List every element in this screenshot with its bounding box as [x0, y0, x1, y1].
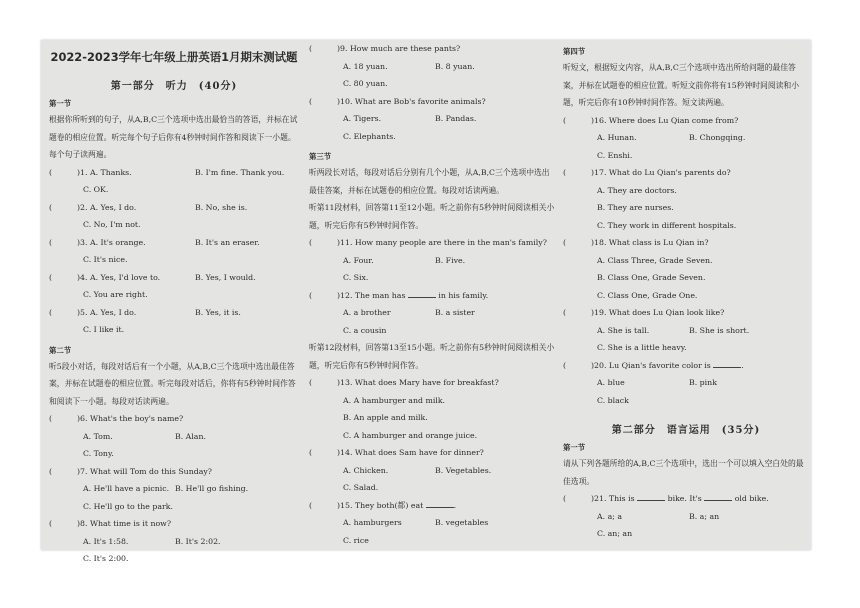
question-21-option-c: C. an; an: [597, 529, 633, 538]
question-19: [563, 304, 809, 322]
option-b: B. 8 yuan.: [435, 61, 475, 71]
question-18-option-c: C. Class One, Grade One.: [597, 290, 698, 300]
section1-instructions: 根据你所听到的句子，从A,B,C三个选项中选出最恰当的答语，并标在试题卷的相应位置。听完每个句子后你有4秒钟时间作答和阅读下一小题。每个句子读两遍。: [49, 115, 298, 159]
question-stem: )8. What time is it now?: [77, 519, 172, 528]
section2-questions-cont: [309, 40, 555, 145]
part1-heading: 第一部分 听力 (40分): [110, 81, 238, 92]
answer-paren: (: [49, 307, 53, 317]
question-2: [49, 199, 299, 217]
section3-instructions: 听两段长对话，每段对话后分别有几个小题，从A,B,C三个选项中选出最佳答案，并标在试题卷的相应位置。每段对话读两遍。: [309, 168, 550, 195]
question-14-option-c: C. Salad.: [343, 483, 379, 492]
question-5-option-c: C. I like it.: [83, 325, 125, 334]
question-20-option-c: C. black: [597, 395, 629, 405]
section4-questions: [563, 112, 809, 357]
answer-paren: (: [49, 167, 53, 177]
question-11: ( )11. How many people are there in the man's family?: [309, 238, 547, 247]
part2-heading: 第二部分 语言运用 (35分): [611, 425, 761, 436]
section1-questions: [49, 164, 299, 339]
question-6-option-c: C. Tony.: [83, 449, 114, 458]
question-10-options-ab: [309, 110, 555, 128]
question-1-option-c: C. OK.: [83, 185, 109, 194]
option-b: B. No, she is.: [195, 202, 248, 212]
question-18-option-a: A. Class Three, Grade Seven.: [597, 255, 713, 265]
question-4-option-c: C. You are right.: [83, 290, 148, 299]
question-6-options-ab: [49, 428, 299, 446]
option-a: A. He'll have a picnic.: [83, 484, 170, 493]
question-15: ( )15. They both(都) eat .: [309, 500, 457, 510]
answer-blank: [713, 359, 741, 368]
question-7: [49, 463, 299, 481]
question-7-options-ab: [49, 480, 299, 498]
column-3: [563, 40, 809, 550]
option-a: A. Tigers.: [343, 114, 382, 123]
question-9: [309, 40, 555, 58]
option-b: B. Chongqing.: [689, 133, 746, 142]
question-3-option-c: C. It's nice.: [83, 255, 128, 264]
answer-paren: (: [49, 272, 53, 282]
option-a: A. It's 1:58.: [83, 536, 129, 546]
answer-paren: (: [563, 238, 567, 247]
section3-passage2-instructions: 听第12段材料，回答第13至15小题。听之前你有5秒钟时间阅读相关小题，听完后你有5秒钟时间作答。: [309, 343, 555, 370]
option-b: B. He'll go fishing.: [175, 484, 249, 493]
column-1: [49, 40, 299, 563]
question-4: [49, 269, 299, 287]
option-a: A. 18 yuan.: [343, 61, 388, 71]
answer-paren: (: [309, 96, 313, 106]
question-21: ( )21. This is bike. It's old bike.: [563, 494, 769, 503]
exam-paper: [41, 40, 811, 563]
question-13-option-b: B. An apple and milk.: [343, 413, 428, 422]
question-stem: )17. What do Lu Qian's parents do?: [591, 168, 731, 177]
answer-paren: (: [563, 308, 567, 317]
option-b: B. Pandas.: [435, 114, 477, 123]
question-9-option-c: C. 80 yuan.: [343, 79, 388, 88]
question-16-options-ab: [563, 129, 809, 147]
section2-title: 第二节: [49, 345, 72, 355]
question-10: [309, 93, 555, 111]
option-b: B. Alan.: [175, 431, 206, 441]
question-stem: )18. What class is Lu Qian in?: [591, 238, 709, 247]
section4-instructions: 听短文，根据短文内容，从A,B,C三个选项中选出所给问题的最佳答案，并标在试题卷的相应位置。听短文前你将有15秒钟时间阅读和小题，听完后你有10秒钟时间作答。短文读两遍。: [563, 63, 800, 107]
question-3: [49, 234, 299, 252]
section2-instructions: 听5段小对话，每段对话后有一个小题，从A,B,C三个选项中选出最佳答案，并标在试题卷的相应位置。听完每段对话后，你将有5秒钟时间作答和阅读下一小题。每段对话读两遍。: [49, 361, 296, 406]
question-18: [563, 234, 809, 252]
section3-title: 第三节: [309, 152, 332, 161]
question-stem: )10. What are Bob's favorite animals?: [337, 96, 486, 106]
question-5: [49, 304, 299, 322]
option-b: B. It's an eraser.: [195, 237, 260, 247]
question-16-option-c: C. Enshi.: [597, 150, 633, 160]
answer-paren: (: [49, 202, 53, 212]
question-9-options-ab: [309, 58, 555, 76]
question-13: ( )13. What does Mary have for breakfast?: [309, 378, 499, 387]
option-a: A. Hunan.: [597, 133, 637, 142]
answer-paren: (: [563, 115, 567, 125]
answer-paren: (: [309, 44, 313, 53]
question-8: [49, 515, 299, 533]
question-17-option-a: A. They are doctors.: [597, 185, 677, 195]
question-20: ( )20. Lu Qian's favorite color is .: [563, 360, 744, 370]
question-7-option-c: C. He'll go to the park.: [83, 501, 173, 511]
question-17-option-c: C. They work in different hospitals.: [597, 220, 737, 230]
question-stem: )9. How much are these pants?: [337, 44, 461, 53]
question-15-options-ab: A. hamburgers B. vegetables: [343, 518, 489, 527]
question-15-option-c: C. rice: [343, 535, 369, 545]
question-12-options-ab: A. a brother B. a sister: [343, 308, 475, 317]
section4-title: 第四节: [563, 47, 586, 56]
question-10-option-c: C. Elephants.: [343, 131, 396, 141]
question-11-options-ab: A. Four. B. Five.: [343, 255, 466, 265]
section3-passage1-instructions: 听第11段材料，回答第11至12小题。听之前你有5秒钟时间阅读相关小题，听完后你有5秒钟时间作答。: [309, 203, 555, 230]
question-stem: )5. A. Yes, I do.: [77, 307, 137, 317]
question-16: [563, 112, 809, 130]
question-stem: )1. A. Thanks.: [77, 167, 132, 177]
question-stem: )4. A. Yes, I'd love to.: [77, 272, 161, 282]
question-19-options-ab: [563, 322, 809, 340]
answer-blank: [637, 492, 665, 501]
question-20-options-ab: A. blue B. pink: [597, 378, 717, 387]
part2-section1-instructions: 请从下列各题所给的A,B,C三个选项中，选出一个可以填入空白处的最佳选项。: [563, 459, 804, 486]
question-14: ( )14. What does Sam have for dinner?: [309, 448, 484, 457]
option-b: B. It's 2:02.: [175, 536, 221, 546]
option-b: B. I'm fine. Thank you.: [195, 167, 285, 177]
question-17-option-b: B. They are nurses.: [597, 203, 674, 212]
question-8-options-ab: [49, 533, 299, 551]
question-stem: )6. What's the boy's name?: [77, 414, 184, 423]
option-b: B. Yes, it is.: [195, 307, 241, 317]
option-b: B. Yes, I would.: [195, 272, 256, 282]
question-11-option-c: C. Six.: [343, 273, 369, 282]
question-12: ( )12. The man has in his family.: [309, 290, 489, 300]
question-6: [49, 410, 299, 428]
answer-blank: [704, 492, 732, 501]
answer-paren: (: [49, 414, 53, 423]
question-14-options-ab: A. Chicken. B. Vegetables.: [343, 465, 492, 475]
option-a: A. Tom.: [83, 431, 113, 441]
question-21-options-ab: A. a; a B. a; an: [597, 511, 720, 521]
question-stem: )19. What does Lu Qian look like?: [591, 308, 725, 317]
question-stem: )7. What will Tom do this Sunday?: [77, 466, 212, 476]
question-stem: )16. Where does Lu Qian come from?: [591, 115, 739, 125]
question-2-option-c: C. No, I'm not.: [83, 220, 141, 229]
exam-title: 2022-2023学年七年级上册英语1月期末测试题: [50, 50, 298, 64]
answer-blank: [426, 499, 454, 508]
question-1: [49, 164, 299, 182]
question-stem: )3. A. It's orange.: [77, 237, 146, 247]
answer-blank: [408, 289, 436, 298]
section1-title: 第一节: [49, 99, 72, 108]
question-17: [563, 164, 809, 182]
question-8-option-c: C. It's 2:00.: [83, 554, 129, 563]
answer-paren: (: [49, 466, 53, 476]
column-2: [309, 40, 555, 550]
section2-questions: [49, 410, 299, 568]
part2-section1-title: 第一节: [563, 443, 586, 452]
question-12-option-c: C. a cousin: [343, 325, 387, 335]
question-18-option-b: B. Class One, Grade Seven.: [597, 273, 706, 282]
question-13-option-a: A. A hamburger and milk.: [343, 395, 446, 405]
answer-paren: (: [563, 168, 567, 177]
option-a: A. She is tall.: [597, 325, 650, 335]
question-stem: )2. A. Yes, I do.: [77, 202, 137, 212]
option-b: B. She is short.: [689, 325, 750, 335]
question-13-option-c: C. A hamburger and orange juice.: [343, 430, 478, 440]
question-19-option-c: C. She is a little heavy.: [597, 343, 687, 352]
answer-paren: (: [49, 519, 53, 528]
answer-paren: (: [49, 237, 53, 247]
